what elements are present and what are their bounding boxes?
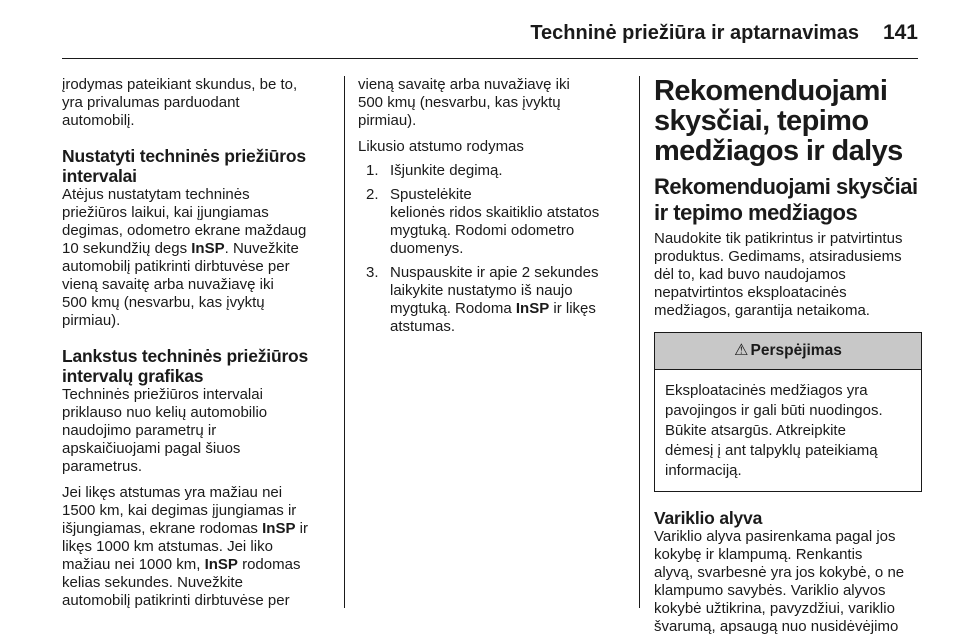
column-divider-1	[344, 76, 345, 608]
insp-label: InSP	[191, 240, 225, 257]
list-item: 1. Išjunkite degimą.	[366, 162, 503, 179]
engine-oil-paragraph: Variklio alyva pasirenkama pagal jos kokybę ir klampumą. Renkantis alyvą, svarbesnė yra jos kokybė, o ne klampumo savybės. Variklio alyvos kokybė užtikrina, pavyzdžiui, variklio švarumą, apsaugą nuo nusidėvėjimo	[654, 528, 905, 635]
column-1	[62, 76, 334, 610]
insp-label: InSP	[515, 300, 550, 317]
flexible-schedule-paragraph-1: Techninės priežiūros intervalai priklauso nuo kelių automobilio naudojimo parametrų ir apskaičiuojami pagal šiuos parametrus.	[62, 386, 268, 475]
column-2	[358, 76, 616, 342]
list-item: 3. Nuspauskite ir apie 2 sekundes laikykite nustatymo iš naujo mygtuką. Rodoma InSP ir likęs atstumas.	[366, 264, 599, 335]
section-heading-flexible-schedule: Lankstus techninės priežiūros intervalų grafikas	[62, 346, 309, 386]
header-rule	[62, 58, 918, 59]
intro-paragraph: įrodymas pateikiant skundus, be to, yra privalumas parduodant automobilį.	[62, 76, 298, 129]
column-3	[654, 76, 922, 636]
warning-title: Perspėjimas	[750, 342, 842, 359]
insp-label: InSP	[262, 520, 296, 537]
warning-box	[654, 332, 922, 492]
service-interval-paragraph: Atėjus nustatytam techninės priežiūros laikui, kai įjungiamas degimas, odometro ekrane maždaug 10 sekundžių degs InSP. Nuvežkite automobilį patikrinti dirbtuvėse per vieną savaitę arba nuvažiavę iki 500 kmų (nesvarbu, kas įvyktų pirmiau).	[62, 186, 307, 329]
page-number: 141	[882, 21, 918, 44]
fluids-intro-paragraph: Naudokite tik patikrintus ir patvirtintus produktus. Gedimams, atsiradusiems dėl to, kad buvo naudojamos nepatvirtintos eksploatacinės medžiagos, garantija netaikoma.	[654, 230, 903, 319]
section-heading-fluids: Rekomenduojami skysčiai ir tepimo medžiagos	[654, 174, 918, 225]
remaining-distance-label: Likusio atstumo rodymas	[358, 138, 524, 155]
warning-triangle-icon: ⚠	[734, 342, 749, 359]
warning-header	[655, 333, 921, 370]
chapter-heading: Rekomenduojami skysčiai, tepimo medžiagos ir dalys	[654, 75, 903, 167]
continuation-paragraph: vieną savaitę arba nuvažiavę iki 500 kmų (nesvarbu, kas įvyktų pirmiau).	[358, 76, 570, 129]
section-heading-service-interval: Nustatyti techninės priežiūros intervalai	[62, 146, 306, 186]
section-heading-engine-oil: Variklio alyva	[654, 508, 763, 528]
flexible-schedule-paragraph-2: Jei likęs atstumas yra mažiau nei 1500 km, kai degimas įjungiamas ir išjungiamas, ekrane rodomas InSP ir likęs 1000 km atstumas. Jei liko mažiau nei 1000 km, InSP rodomas kelias sekundes. Nuvežkite automobilį patikrinti dirbtuvėse per	[62, 484, 308, 609]
list-item: 2. Spustelėkite kelionės ridos skaitiklio atstatos mygtuką. Rodomi odometro duomenys.	[366, 186, 600, 257]
warning-text: Eksploatacinės medžiagos yra pavojingos ir gali būti nuodingos. Būkite atsargūs. Atkreipkite dėmesį į ant talpyklų pateikiamą informaciją.	[665, 382, 883, 479]
steps-list	[358, 162, 616, 336]
running-title: Techninė priežiūra ir aptarnavimas	[530, 21, 859, 44]
page-header	[530, 16, 918, 50]
insp-label: InSP	[204, 556, 238, 573]
column-divider-2	[639, 76, 640, 608]
